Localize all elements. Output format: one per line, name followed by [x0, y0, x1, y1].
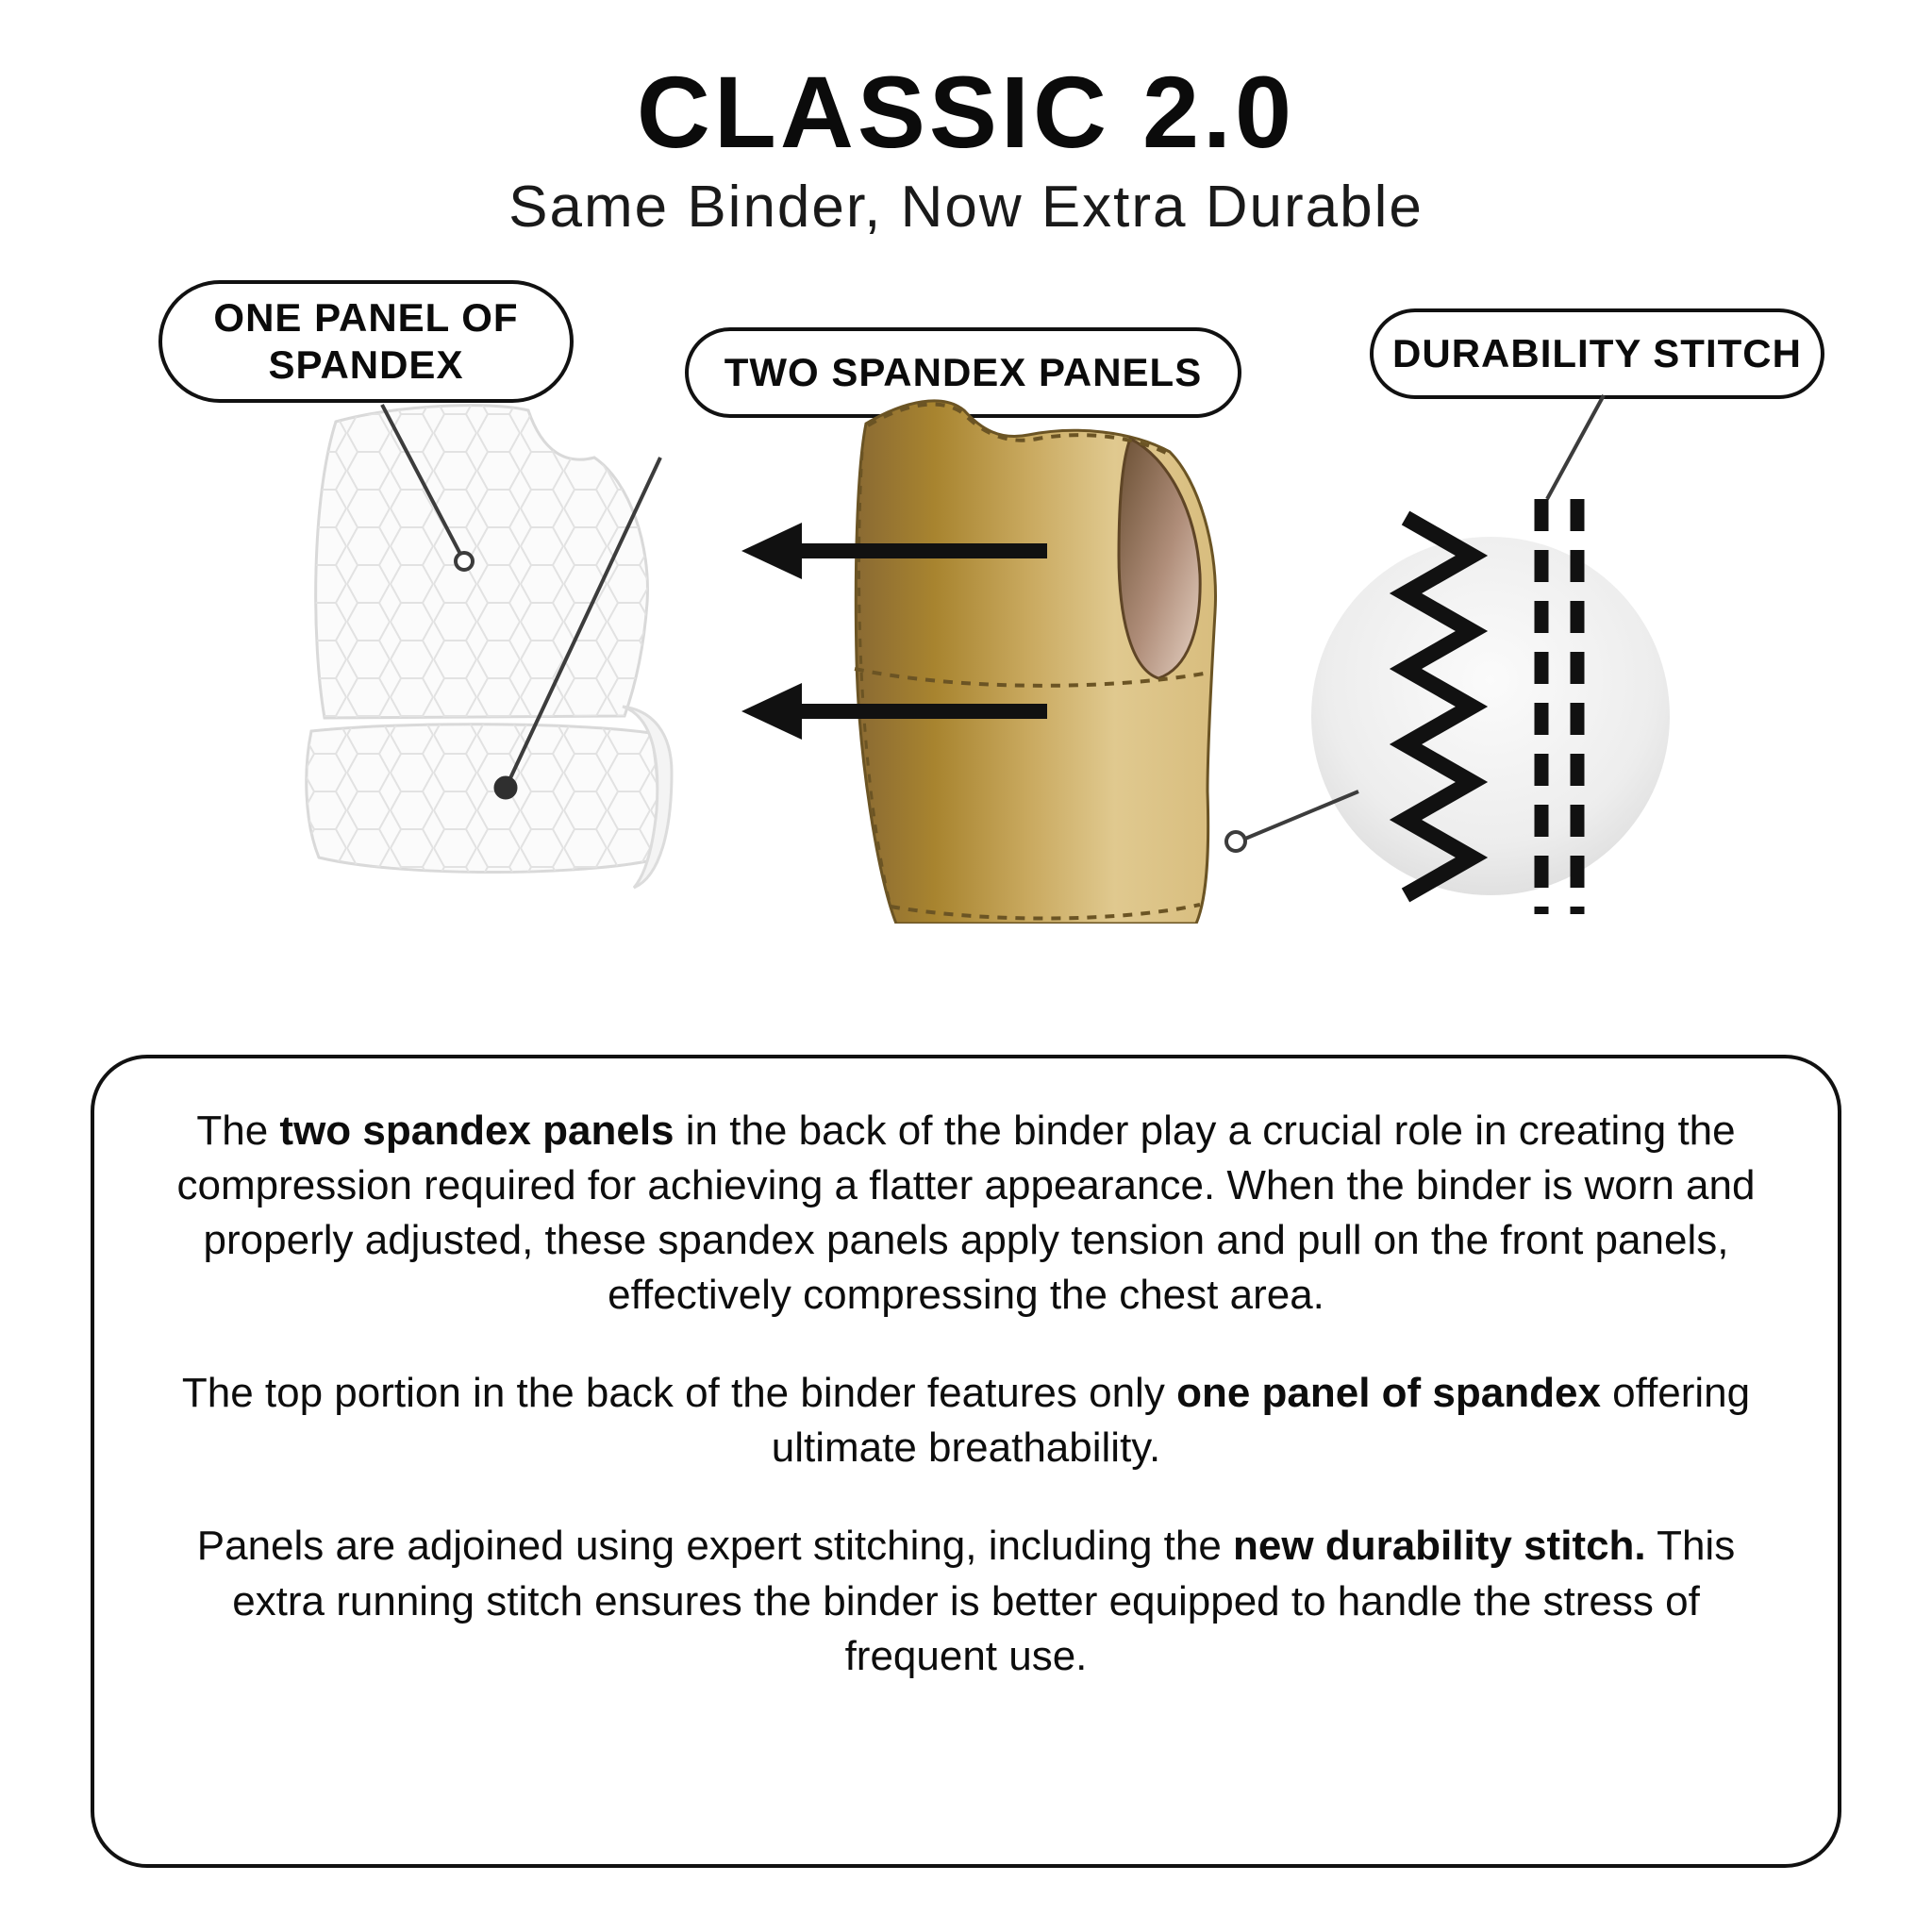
paragraph-stitching — [162, 1519, 1770, 1683]
p1-part2: in the back of the binder play a crucial role in creating the compression required for achieving a flatter appearance. When the binder is worn and properly adjusted, these spandex panels apply tension and pull on the front panels, effectively compressing the chest area. — [176, 1108, 1756, 1319]
p3-part1: Panels are adjoined using expert stitching, including the — [196, 1523, 1234, 1570]
paragraph-breathability — [162, 1366, 1770, 1475]
description-card — [91, 1055, 1841, 1868]
illustration-tan-binder — [855, 400, 1215, 923]
p1-part1: The — [196, 1108, 280, 1154]
callout-one-panel-label: ONE PANEL OF SPANDEX — [213, 295, 519, 387]
p3-part2: This extra running stitch ensures the binder is better equipped to handle the stress of frequent use. — [232, 1523, 1736, 1679]
callout-two-panels-label: TWO SPANDEX PANELS — [724, 349, 1203, 394]
page-title: CLASSIC 2.0 — [636, 55, 1296, 169]
p2-part1: The top portion in the back of the binder features only — [181, 1370, 1177, 1417]
diagram-graphics — [0, 263, 1932, 924]
illustration-durability-stitch — [1311, 499, 1670, 914]
p2-part2: offering ultimate breathability. — [771, 1370, 1751, 1472]
illustration-white-binder — [307, 405, 672, 887]
p1-bold1: two spandex panels — [279, 1108, 675, 1154]
p3-bold1: new durability stitch. — [1233, 1523, 1646, 1570]
page-subtitle: Same Binder, Now Extra Durable — [508, 175, 1424, 241]
callout-durability-label: DURABILITY STITCH — [1392, 330, 1802, 375]
paragraph-compression — [162, 1104, 1770, 1323]
product-diagram — [0, 263, 1932, 924]
header — [0, 0, 1932, 242]
p2-bold1: one panel of spandex — [1176, 1370, 1601, 1417]
